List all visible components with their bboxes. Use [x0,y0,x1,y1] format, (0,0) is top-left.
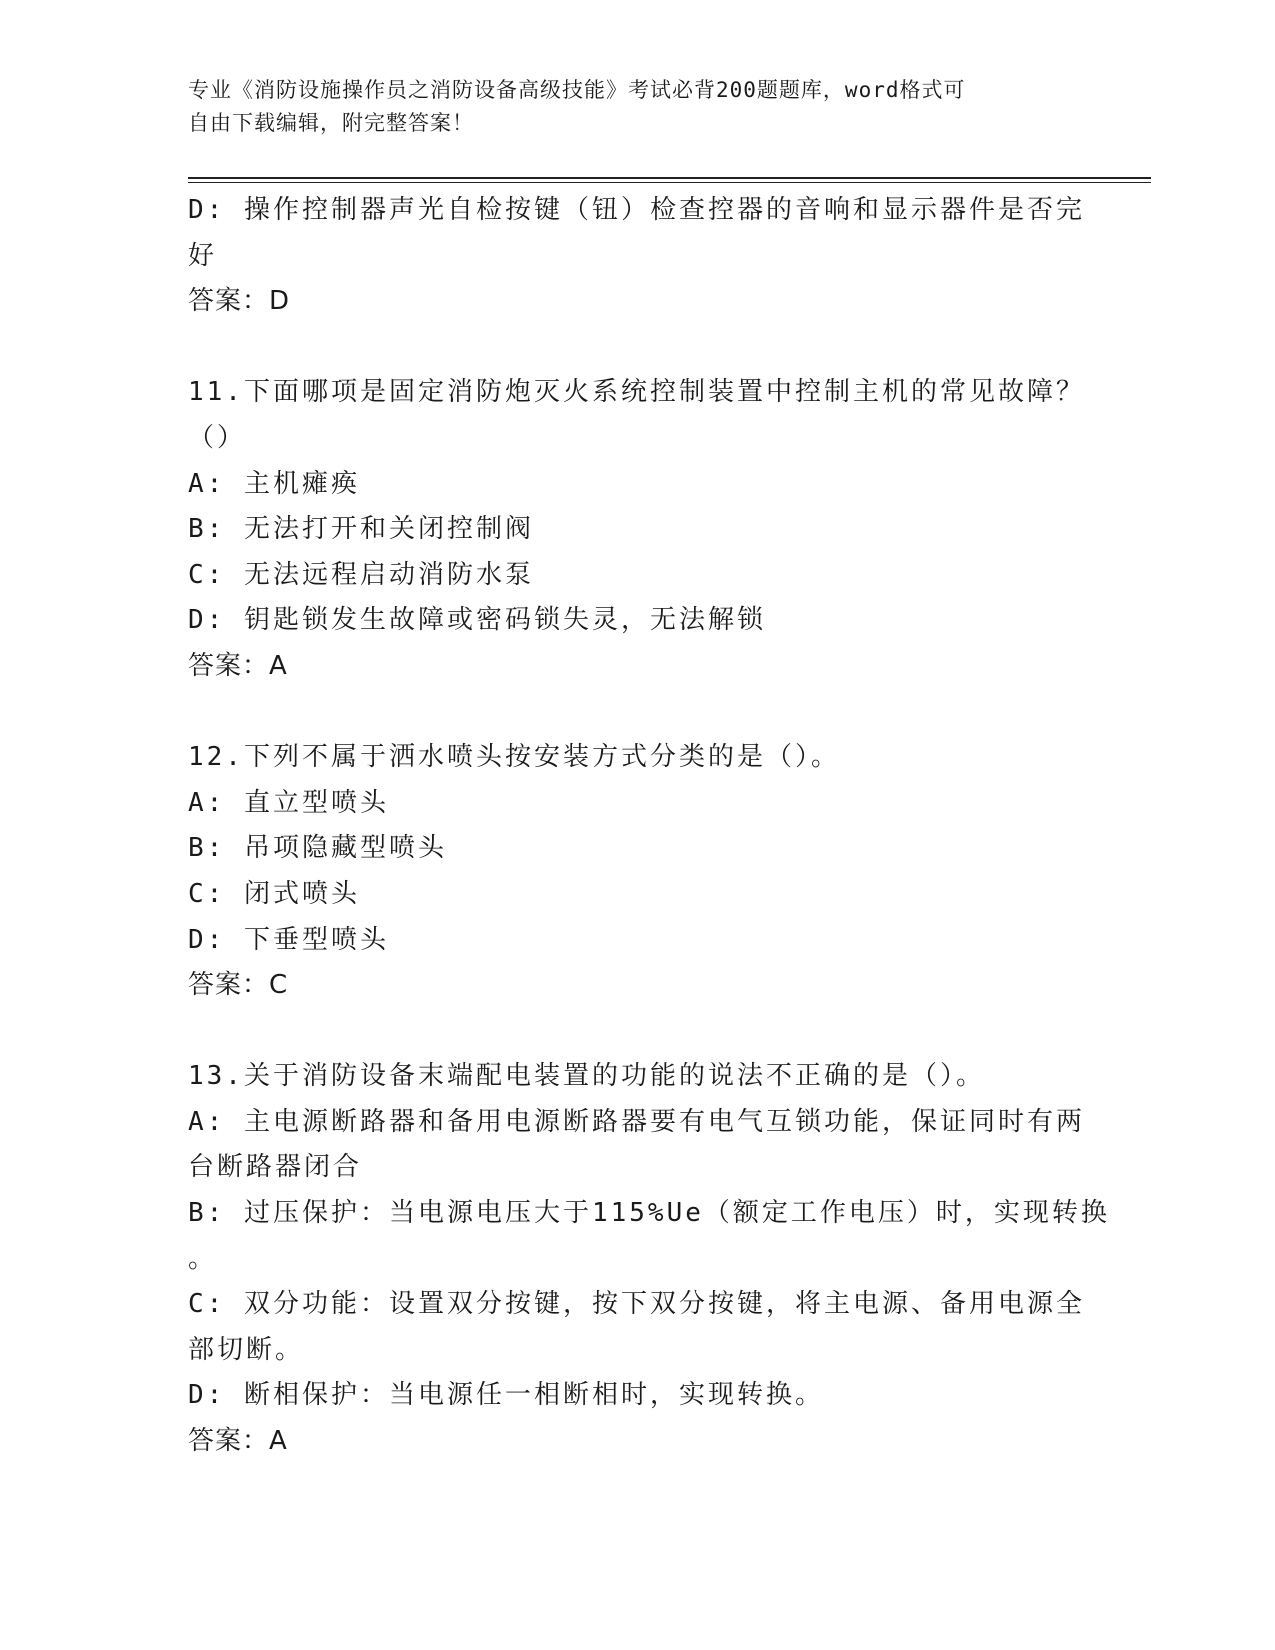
option-b: B: 过压保护：当电源电压大于115%Ue（额定工作电压）时，实现转换 [188,1198,1110,1229]
question-stem-continued: （） [188,422,247,453]
page-header [188,74,1088,140]
question-stem: 11.下面哪项是固定消防炮灭火系统控制装置中控制主机的常见故障？ [188,377,1085,408]
header-line-1: 专业《消防设施操作员之消防设备高级技能》考试必背200题题库，word格式可 [188,78,966,102]
answer: 答案：A [188,650,288,681]
option-a: A: 直立型喷头 [188,787,389,818]
question-list [188,188,1110,1465]
answer: 答案：C [188,970,289,1001]
option-d: D: 下垂型喷头 [188,924,389,955]
option-c: C: 闭式喷头 [188,878,360,909]
option-a-continued: 台断路器闭合 [188,1152,363,1183]
option-a: A: 主电源断路器和备用电源断路器要有电气互锁功能，保证同时有两 [188,1106,1085,1137]
option-c: C: 无法远程启动消防水泵 [188,559,534,590]
question-13 [188,1054,1110,1464]
header-line-2: 自由下载编辑，附完整答案！ [188,111,474,135]
header-divider-thin [188,182,1151,183]
option-b-continued: 。 [188,1243,218,1274]
option-d-continued: 好 [188,240,218,271]
spacer [188,325,1088,371]
question-stem: 13.关于消防设备末端配电装置的功能的说法不正确的是（）。 [188,1061,985,1092]
answer: 答案：D [188,286,291,317]
previous-question-tail [188,188,1088,325]
option-d: D: 断相保护：当电源任一相断相时，实现转换。 [188,1380,824,1411]
option-d: D: 操作控制器声光自检按键（钮）检查控器的音响和显示器件是否完 [188,195,1085,225]
option-d: D: 钥匙锁发生故障或密码锁失灵，无法解锁 [188,605,766,636]
option-c-continued: 部切断。 [188,1334,305,1365]
answer: 答案：A [188,1426,288,1457]
option-a: A: 主机瘫痪 [188,468,360,499]
question-11 [188,370,1088,689]
option-c: C: 双分功能：设置双分按键，按下双分按键，将主电源、备用电源全 [188,1289,1085,1320]
question-stem: 12.下列不属于洒水喷头按安装方式分类的是（）。 [188,742,840,773]
question-12 [188,735,1088,1009]
option-b: B: 无法打开和关闭控制阀 [188,514,534,545]
header-divider-thick [188,177,1151,179]
option-b: B: 吊项隐藏型喷头 [188,833,447,864]
spacer [188,1009,1088,1055]
spacer [188,690,1088,736]
